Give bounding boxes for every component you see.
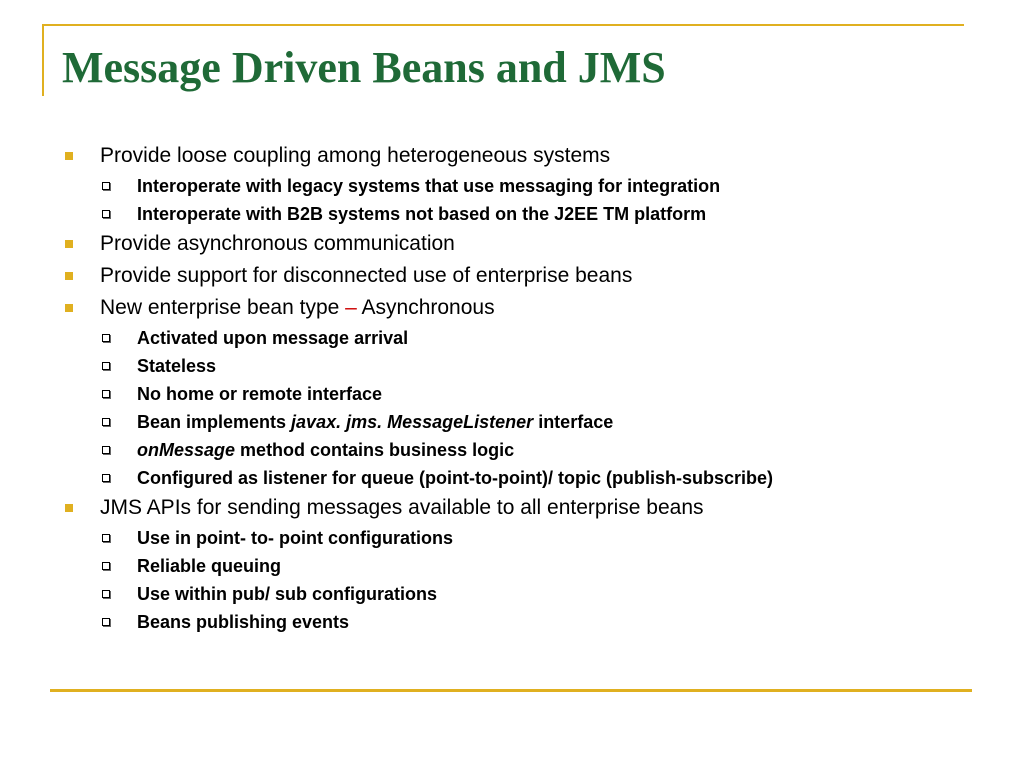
subbullet-text <box>137 412 613 432</box>
subbullet-text: Use within pub/ sub configurations <box>137 584 437 604</box>
subbullet-text: Reliable queuing <box>137 556 282 576</box>
subbullet-text-tail: method contains business logic <box>235 440 515 460</box>
square-bullet-icon <box>65 152 73 160</box>
subbullet-listener-config <box>60 464 960 492</box>
bullet-jms-apis <box>60 492 960 524</box>
subbullet-text: Activated upon message arrival <box>137 328 409 348</box>
subbullet-text: No home or remote interface <box>137 384 383 404</box>
hollow-square-bullet-icon <box>102 446 110 454</box>
subbullet-b2b-systems <box>60 200 960 228</box>
hollow-square-bullet-icon <box>102 418 110 426</box>
hollow-square-bullet-icon <box>102 362 110 370</box>
subbullet-text: Configured as listener for queue (point-to-point)/ topic (publish-subscribe) <box>137 468 773 488</box>
subbullet-text: Beans publishing events <box>137 612 350 632</box>
square-bullet-icon <box>65 272 73 280</box>
hollow-square-bullet-icon <box>102 334 110 342</box>
hollow-square-bullet-icon <box>102 590 110 598</box>
square-bullet-icon <box>65 304 73 312</box>
subbullet-point-to-point <box>60 524 960 552</box>
bullet-new-bean-type <box>60 292 960 324</box>
bullet-text: Provide asynchronous communication <box>100 232 455 255</box>
subbullet-stateless <box>60 352 960 380</box>
subbullet-text: Stateless <box>137 356 217 376</box>
bullet-text-tail: Asynchronous <box>356 296 495 319</box>
hollow-square-bullet-icon <box>102 210 110 218</box>
hollow-square-bullet-icon <box>102 390 110 398</box>
bottom-rule <box>50 689 972 692</box>
square-bullet-icon <box>65 504 73 512</box>
square-bullet-icon <box>65 240 73 248</box>
subbullet-legacy-systems <box>60 172 960 200</box>
bullet-text: Provide loose coupling among heterogeneous systems <box>100 144 611 167</box>
subbullet-activated <box>60 324 960 352</box>
subbullet-text: Interoperate with B2B systems not based on the J2EE TM platform <box>137 204 707 224</box>
slide-title: Message Driven Beans and JMS <box>62 43 666 92</box>
subbullet-text: Use in point- to- point configurations <box>137 528 453 548</box>
subbullet-no-home-interface <box>60 380 960 408</box>
hollow-square-bullet-icon <box>102 618 110 626</box>
hollow-square-bullet-icon <box>102 182 110 190</box>
subbullet-text: Interoperate with legacy systems that use messaging for integration <box>137 176 721 196</box>
top-rule <box>42 24 964 26</box>
subbullet-onmessage <box>60 436 960 464</box>
bullet-disconnected-use <box>60 260 960 292</box>
hollow-square-bullet-icon <box>102 474 110 482</box>
subbullet-text-lead: Bean implements <box>137 412 292 432</box>
hollow-square-bullet-icon <box>102 562 110 570</box>
interface-name: javax. jms. MessageListener <box>291 412 534 432</box>
hollow-square-bullet-icon <box>102 534 110 542</box>
red-dash: – <box>345 296 357 319</box>
subbullet-message-listener <box>60 408 960 436</box>
left-rule <box>42 24 44 96</box>
subbullet-publishing-events <box>60 608 960 636</box>
subbullet-reliable-queuing <box>60 552 960 580</box>
bullet-text <box>100 296 495 319</box>
bullet-async-communication <box>60 228 960 260</box>
subbullet-pub-sub <box>60 580 960 608</box>
method-name: onMessage <box>137 440 236 460</box>
bullet-loose-coupling <box>60 140 960 172</box>
bullet-text: JMS APIs for sending messages available to all enterprise beans <box>100 496 704 519</box>
subbullet-text <box>137 440 514 460</box>
bullet-list <box>60 140 960 636</box>
subbullet-text-tail: interface <box>533 412 614 432</box>
bullet-text: Provide support for disconnected use of enterprise beans <box>100 264 633 287</box>
bullet-text-lead: New enterprise bean type <box>100 296 346 319</box>
